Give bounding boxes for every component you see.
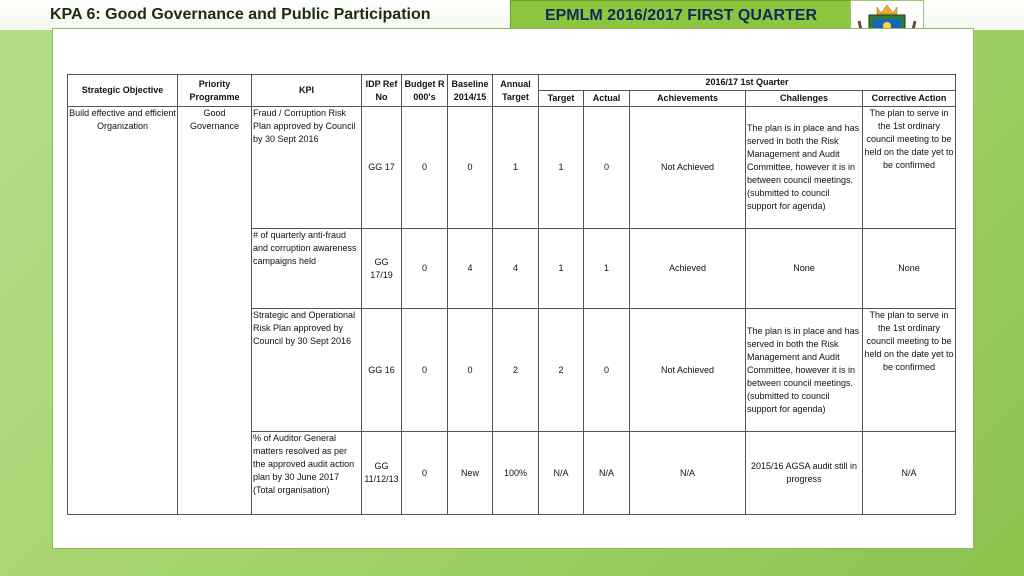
- kpi-cell: % of Auditor General matters resolved as per the approved audit action plan by 30 June 2017 (Total organisation): [252, 432, 362, 515]
- header-kpi: KPI: [252, 75, 362, 107]
- idp-ref-cell: GG 16: [362, 309, 402, 432]
- target-cell: 1: [539, 229, 584, 309]
- baseline-cell: New: [448, 432, 493, 515]
- header-corrective-action: Corrective Action: [863, 91, 956, 107]
- kpi-cell: # of quarterly anti-fraud and corruption awareness campaigns held: [252, 229, 362, 309]
- header-annual-target: Annual Target: [493, 75, 539, 107]
- budget-cell: 0: [402, 229, 448, 309]
- budget-cell: 0: [402, 432, 448, 515]
- slide-title-line1: EPMLM 2016/2017 FIRST QUARTER: [544, 7, 818, 24]
- challenges-cell: The plan is in place and has served in both the Risk Management and Audit Committee, however it is in between council meetings.(submitted to council support for agenda): [746, 107, 863, 229]
- corrective-action-cell: The plan to serve in the 1st ordinary council meeting to be held on the date yet to be confirmed: [863, 309, 956, 432]
- header-quarter: 2016/17 1st Quarter: [539, 75, 956, 91]
- baseline-cell: 0: [448, 309, 493, 432]
- actual-cell: 0: [584, 107, 630, 229]
- actual-cell: N/A: [584, 432, 630, 515]
- header-target: Target: [539, 91, 584, 107]
- kpi-cell: Fraud / Corruption Risk Plan approved by Council by 30 Sept 2016: [252, 107, 362, 229]
- corrective-action-cell: N/A: [863, 432, 956, 515]
- performance-table: [67, 74, 956, 515]
- annual-target-cell: 100%: [493, 432, 539, 515]
- table-row: [68, 107, 956, 229]
- actual-cell: 1: [584, 229, 630, 309]
- corrective-action-cell: The plan to serve in the 1st ordinary council meeting to be held on the date yet to be confirmed: [863, 107, 956, 229]
- priority-programme-cell: Good Governance: [178, 107, 252, 515]
- challenges-cell: The plan is in place and has served in both the Risk Management and Audit Committee, however it is in between council meetings.(submitted to council support for agenda): [746, 309, 863, 432]
- kpi-cell: Strategic and Operational Risk Plan approved by Council by 30 Sept 2016: [252, 309, 362, 432]
- target-cell: N/A: [539, 432, 584, 515]
- achievements-cell: N/A: [630, 432, 746, 515]
- header-priority-programme: Priority Programme: [178, 75, 252, 107]
- idp-ref-cell: GG 17/19: [362, 229, 402, 309]
- annual-target-cell: 4: [493, 229, 539, 309]
- achievements-cell: Not Achieved: [630, 309, 746, 432]
- challenges-cell: None: [746, 229, 863, 309]
- header-idp-ref: IDP Ref No: [362, 75, 402, 107]
- idp-ref-cell: GG 17: [362, 107, 402, 229]
- challenges-cell: 2015/16 AGSA audit still in progress: [746, 432, 863, 515]
- target-cell: 2: [539, 309, 584, 432]
- kpa-title: KPA 6: Good Governance and Public Participation: [50, 6, 431, 23]
- corrective-action-cell: None: [863, 229, 956, 309]
- target-cell: 1: [539, 107, 584, 229]
- baseline-cell: 0: [448, 107, 493, 229]
- achievements-cell: Not Achieved: [630, 107, 746, 229]
- strategic-objective-cell: Build effective and efficient Organization: [68, 107, 178, 515]
- header-strategic-objective: Strategic Objective: [68, 75, 178, 107]
- achievements-cell: Achieved: [630, 229, 746, 309]
- baseline-cell: 4: [448, 229, 493, 309]
- header-actual: Actual: [584, 91, 630, 107]
- budget-cell: 0: [402, 309, 448, 432]
- budget-cell: 0: [402, 107, 448, 229]
- header-baseline: Baseline 2014/15: [448, 75, 493, 107]
- actual-cell: 0: [584, 309, 630, 432]
- header-budget: Budget R 000's: [402, 75, 448, 107]
- annual-target-cell: 2: [493, 309, 539, 432]
- header-challenges: Challenges: [746, 91, 863, 107]
- header-achievements: Achievements: [630, 91, 746, 107]
- annual-target-cell: 1: [493, 107, 539, 229]
- idp-ref-cell: GG 11/12/13: [362, 432, 402, 515]
